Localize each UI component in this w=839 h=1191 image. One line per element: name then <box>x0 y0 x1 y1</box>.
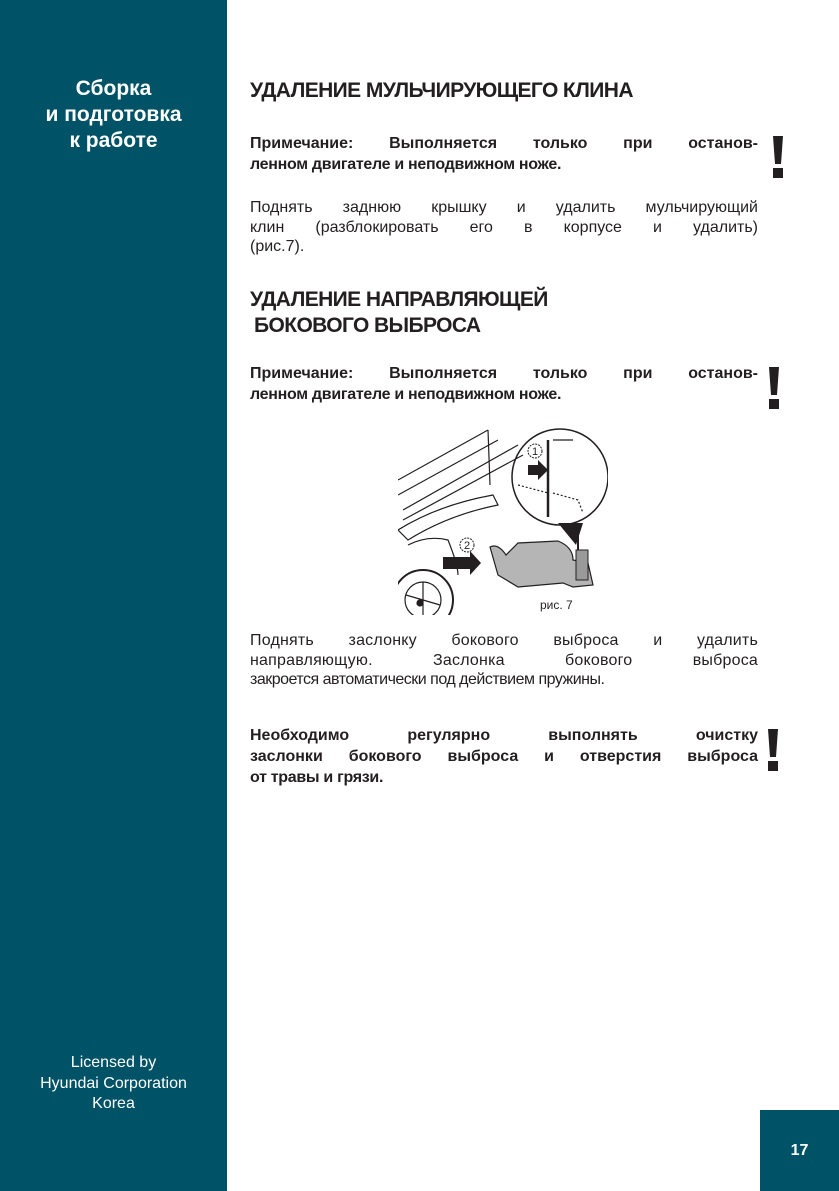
paragraph-line: (рис.7). <box>250 238 305 255</box>
paragraph-line: закроется автоматически под действием пружины. <box>250 671 605 688</box>
note-line: ленном двигателе и неподвижном ноже. <box>250 386 562 403</box>
figure-7-illustration <box>398 425 608 615</box>
page-number: 17 <box>760 1110 839 1191</box>
warning-line: Необходимо регулярно выполнять очистку <box>250 727 758 744</box>
paragraph-line: направляющую. Заслонка бокового выброса <box>250 651 758 669</box>
svg-text:2: 2 <box>464 540 471 552</box>
note-line: ленном двигателе и неподвижном ноже. <box>250 156 562 173</box>
license-line: Licensed by <box>70 1054 157 1071</box>
section-title-line: к работе <box>69 129 158 152</box>
warning-line: от травы и грязи. <box>250 769 384 786</box>
section-title <box>0 76 227 154</box>
note-engine-stopped <box>250 133 758 175</box>
note-line: Примечание: Выполняется только при останов- <box>250 135 758 152</box>
paragraph-line: Поднять заднюю крышку и удалить мульчирующий <box>250 199 758 216</box>
heading-remove-side-discharge-guide-line2: БОКОВОГО ВЫБРОСА <box>254 314 481 337</box>
license-text <box>0 1053 227 1115</box>
paragraph-remove-guide <box>250 631 758 690</box>
license-line: Hyundai Corporation <box>40 1074 187 1092</box>
section-title-line: Сборка <box>75 77 152 100</box>
warning-clean-discharge <box>250 725 758 788</box>
svg-text:1: 1 <box>532 446 539 458</box>
warning-exclamation-icon <box>768 729 778 771</box>
license-line: Korea <box>92 1095 135 1112</box>
warning-exclamation-icon <box>773 136 783 178</box>
paragraph-line: клин (разблокировать его в корпусе и удалить) <box>250 218 758 236</box>
note-line: Примечание: Выполняется только при останов- <box>250 365 758 382</box>
paragraph-remove-wedge <box>250 198 758 257</box>
note-engine-stopped <box>250 363 758 405</box>
warning-line: заслонки бокового выброса и отверстия выброса <box>250 748 758 765</box>
paragraph-line: Поднять заслонку бокового выброса и удалить <box>250 632 758 649</box>
warning-exclamation-icon <box>769 367 779 409</box>
heading-remove-mulching-wedge: УДАЛЕНИЕ МУЛЬЧИРУЮЩЕГО КЛИНА <box>250 79 633 102</box>
sidebar <box>0 0 227 1191</box>
heading-remove-side-discharge-guide: УДАЛЕНИЕ НАПРАВЛЯЮЩЕЙ <box>250 288 548 311</box>
figure-caption: рис. 7 <box>540 598 573 612</box>
section-title-line: и подготовка <box>45 103 182 126</box>
